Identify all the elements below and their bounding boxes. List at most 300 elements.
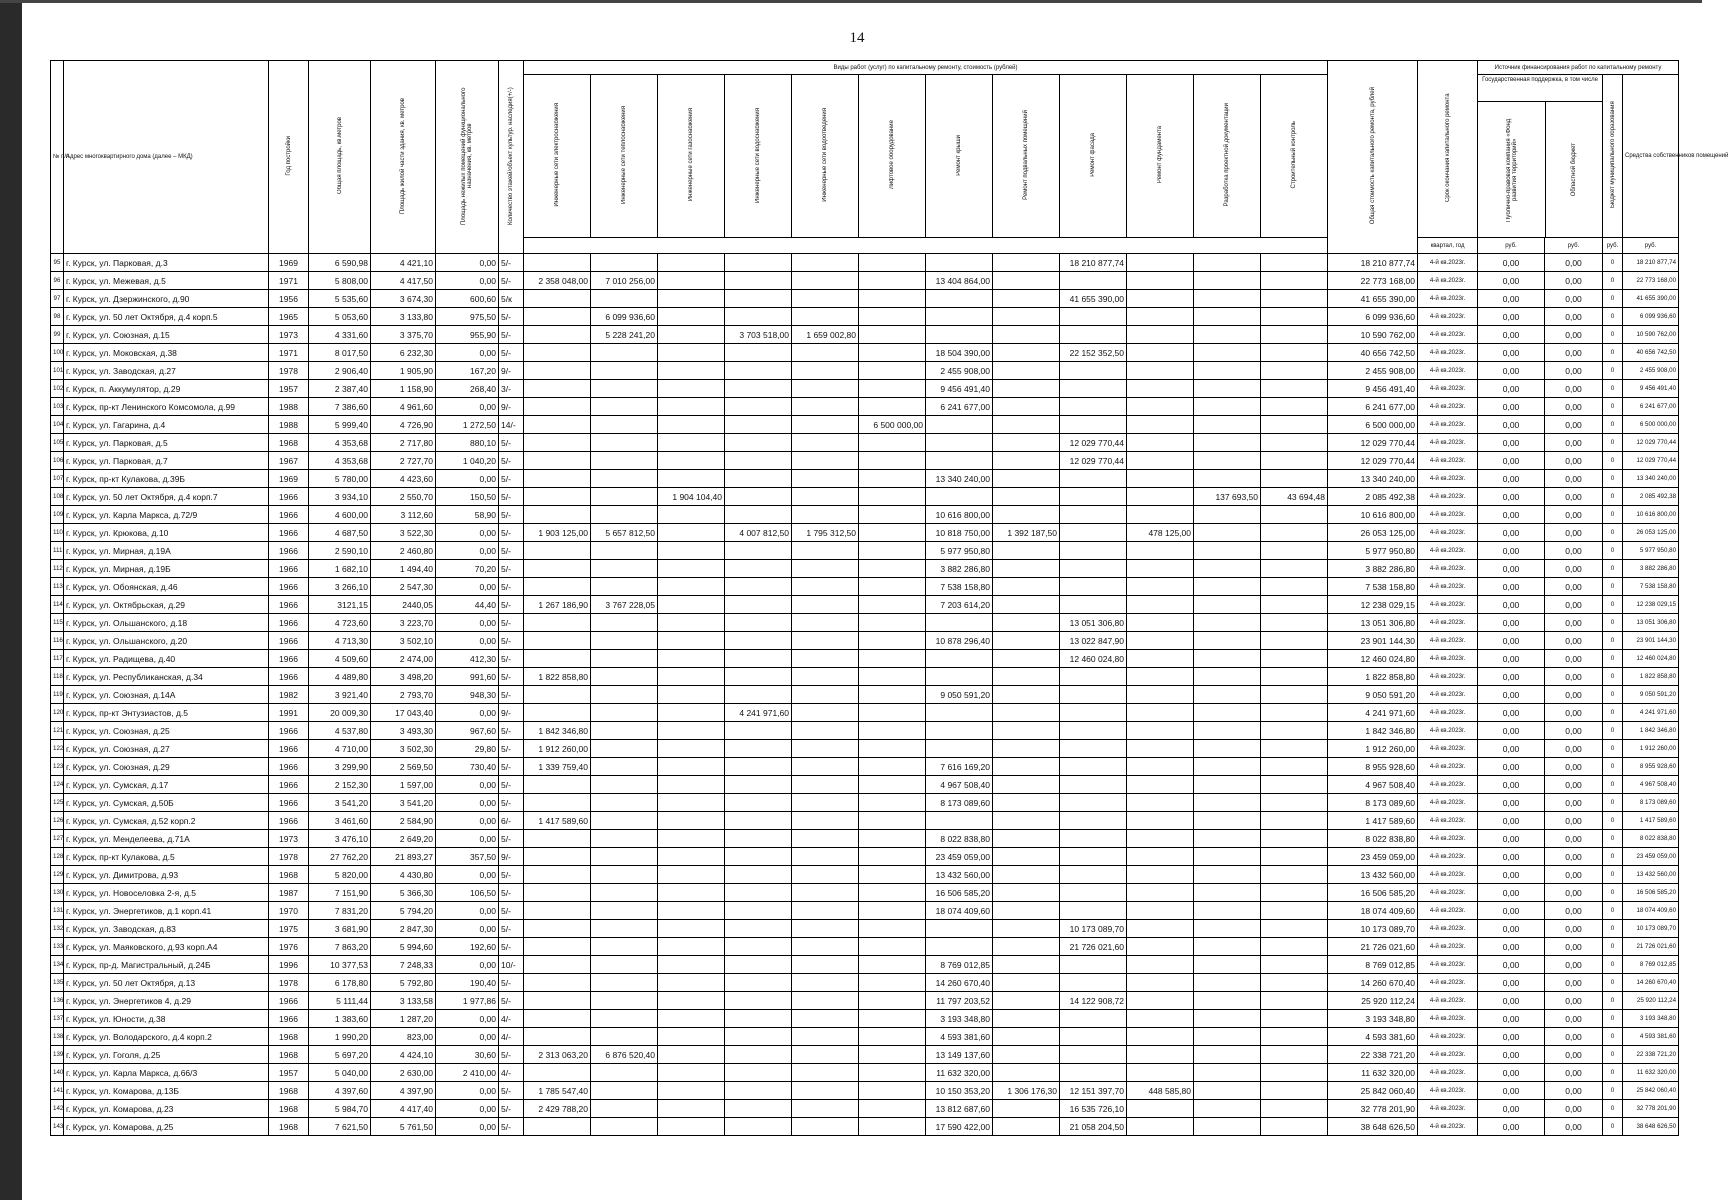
work-cost-cell xyxy=(591,668,658,686)
work-cost-cell xyxy=(591,920,658,938)
work-cost-cell xyxy=(524,830,591,848)
work-cost-cell: 13 432 560,00 xyxy=(926,866,993,884)
floors-cell: 5/- xyxy=(499,308,524,326)
deadline-cell: 4-й кв.2023г. xyxy=(1418,326,1478,344)
row-number: 117 xyxy=(51,650,64,668)
total-cost-cell: 13 432 560,00 xyxy=(1328,866,1418,884)
work-cost-cell xyxy=(658,344,725,362)
work-cost-cell xyxy=(591,1118,658,1136)
total-area-cell: 7 831,20 xyxy=(309,902,371,920)
fund-cell: 0,00 xyxy=(1478,722,1545,740)
municipal-cell: 0 xyxy=(1603,452,1623,470)
deadline-cell: 4-й кв.2023г. xyxy=(1418,992,1478,1010)
year-cell: 1978 xyxy=(269,974,309,992)
work-cost-cell xyxy=(859,992,926,1010)
total-area-cell: 4 713,30 xyxy=(309,632,371,650)
header-works-spacer xyxy=(524,238,1328,254)
total-area-cell: 1 383,60 xyxy=(309,1010,371,1028)
owners-cell: 8 955 928,60 xyxy=(1623,758,1679,776)
header-state-support-block xyxy=(1478,75,1603,238)
work-cost-cell xyxy=(1127,1028,1194,1046)
total-area-cell: 1 682,10 xyxy=(309,560,371,578)
regional-cell: 0,00 xyxy=(1545,830,1603,848)
year-cell: 1957 xyxy=(269,1064,309,1082)
work-cost-cell xyxy=(993,542,1060,560)
living-area-cell: 4 423,60 xyxy=(371,470,436,488)
fund-cell: 0,00 xyxy=(1478,380,1545,398)
work-cost-cell xyxy=(725,506,792,524)
work-cost-cell xyxy=(524,794,591,812)
nonliving-area-cell: 190,40 xyxy=(436,974,499,992)
work-cost-cell xyxy=(859,632,926,650)
header-work-design: Разработка проектной документации xyxy=(1194,75,1261,238)
nonliving-area-cell: 0,00 xyxy=(436,776,499,794)
nonliving-area-cell: 1 272,50 xyxy=(436,416,499,434)
living-area-cell: 2440,05 xyxy=(371,596,436,614)
work-cost-cell xyxy=(1194,902,1261,920)
work-cost-cell xyxy=(725,1100,792,1118)
table-row xyxy=(51,974,1679,992)
work-cost-cell xyxy=(1127,740,1194,758)
work-cost-cell xyxy=(1127,596,1194,614)
table-row xyxy=(51,704,1679,722)
regional-cell: 0,00 xyxy=(1545,254,1603,272)
work-cost-cell xyxy=(993,344,1060,362)
table-row xyxy=(51,380,1679,398)
work-cost-cell: 13 812 687,60 xyxy=(926,1100,993,1118)
work-cost-cell xyxy=(1060,578,1127,596)
work-cost-cell xyxy=(792,920,859,938)
total-area-cell: 3 541,20 xyxy=(309,794,371,812)
work-cost-cell xyxy=(1127,1046,1194,1064)
work-cost-cell xyxy=(859,740,926,758)
work-cost-cell xyxy=(1194,1082,1261,1100)
fund-cell: 0,00 xyxy=(1478,884,1545,902)
total-cost-cell: 12 029 770,44 xyxy=(1328,452,1418,470)
work-cost-cell xyxy=(859,326,926,344)
total-area-cell: 2 387,40 xyxy=(309,380,371,398)
total-cost-cell: 9 456 491,40 xyxy=(1328,380,1418,398)
year-cell: 1966 xyxy=(269,524,309,542)
regional-cell: 0,00 xyxy=(1545,524,1603,542)
row-number: 124 xyxy=(51,776,64,794)
work-cost-cell xyxy=(1261,902,1328,920)
row-number: 139 xyxy=(51,1046,64,1064)
total-cost-cell: 2 085 492,38 xyxy=(1328,488,1418,506)
work-cost-cell xyxy=(658,1064,725,1082)
deadline-cell: 4-й кв.2023г. xyxy=(1418,650,1478,668)
work-cost-cell xyxy=(993,308,1060,326)
work-cost-cell xyxy=(1060,326,1127,344)
header-owners: Средства собственников помещений xyxy=(1623,75,1679,238)
work-cost-cell: 11 797 203,52 xyxy=(926,992,993,1010)
regional-cell: 0,00 xyxy=(1545,740,1603,758)
work-cost-cell xyxy=(792,380,859,398)
municipal-cell: 0 xyxy=(1603,686,1623,704)
row-number: 98 xyxy=(51,308,64,326)
work-cost-cell xyxy=(725,884,792,902)
fund-cell: 0,00 xyxy=(1478,1118,1545,1136)
work-cost-cell xyxy=(926,488,993,506)
total-area-cell: 4 509,60 xyxy=(309,650,371,668)
work-cost-cell xyxy=(524,380,591,398)
work-cost-cell xyxy=(926,326,993,344)
total-cost-cell: 8 173 089,60 xyxy=(1328,794,1418,812)
row-number: 108 xyxy=(51,488,64,506)
regional-cell: 0,00 xyxy=(1545,920,1603,938)
work-cost-cell xyxy=(524,1028,591,1046)
work-cost-cell xyxy=(658,1028,725,1046)
work-cost-cell: 7 538 158,80 xyxy=(926,578,993,596)
floors-cell: 5/- xyxy=(499,596,524,614)
header-nonliving-area: Площадь нежилых помещений функционального назначения, кв. метров xyxy=(436,61,499,254)
work-cost-cell xyxy=(658,1100,725,1118)
year-cell: 1966 xyxy=(269,578,309,596)
floors-cell: 5/- xyxy=(499,866,524,884)
row-number: 121 xyxy=(51,722,64,740)
work-cost-cell xyxy=(658,866,725,884)
work-cost-cell xyxy=(1127,794,1194,812)
fund-cell: 0,00 xyxy=(1478,272,1545,290)
work-cost-cell xyxy=(1127,344,1194,362)
floors-cell: 5/- xyxy=(499,920,524,938)
row-number: 113 xyxy=(51,578,64,596)
living-area-cell: 17 043,40 xyxy=(371,704,436,722)
deadline-cell: 4-й кв.2023г. xyxy=(1418,596,1478,614)
row-number: 109 xyxy=(51,506,64,524)
address-cell: г. Курск, ул. Союзная, д.27 xyxy=(64,740,269,758)
regional-cell: 0,00 xyxy=(1545,794,1603,812)
regional-cell: 0,00 xyxy=(1545,614,1603,632)
nonliving-area-cell: 268,40 xyxy=(436,380,499,398)
total-cost-cell: 16 506 585,20 xyxy=(1328,884,1418,902)
regional-cell: 0,00 xyxy=(1545,758,1603,776)
work-cost-cell xyxy=(591,848,658,866)
row-number: 133 xyxy=(51,938,64,956)
work-cost-cell xyxy=(591,812,658,830)
floors-cell: 5/- xyxy=(499,632,524,650)
work-cost-cell xyxy=(658,722,725,740)
work-cost-cell xyxy=(993,650,1060,668)
work-cost-cell xyxy=(725,614,792,632)
table-row xyxy=(51,614,1679,632)
owners-cell: 12 029 770,44 xyxy=(1623,434,1679,452)
deadline-cell: 4-й кв.2023г. xyxy=(1418,956,1478,974)
address-cell: г. Курск, ул. Юности, д.38 xyxy=(64,1010,269,1028)
work-cost-cell xyxy=(591,560,658,578)
work-cost-cell xyxy=(792,740,859,758)
floors-cell: 4/- xyxy=(499,1010,524,1028)
work-cost-cell xyxy=(993,686,1060,704)
total-area-cell: 4 397,60 xyxy=(309,1082,371,1100)
deadline-cell: 4-й кв.2023г. xyxy=(1418,938,1478,956)
regional-cell: 0,00 xyxy=(1545,416,1603,434)
fund-cell: 0,00 xyxy=(1478,398,1545,416)
total-cost-cell: 25 842 060,40 xyxy=(1328,1082,1418,1100)
municipal-cell: 0 xyxy=(1603,902,1623,920)
work-cost-cell xyxy=(1194,830,1261,848)
owners-cell: 8 173 089,60 xyxy=(1623,794,1679,812)
work-cost-cell xyxy=(725,578,792,596)
total-cost-cell: 4 967 508,40 xyxy=(1328,776,1418,794)
regional-cell: 0,00 xyxy=(1545,632,1603,650)
deadline-cell: 4-й кв.2023г. xyxy=(1418,668,1478,686)
row-number: 96 xyxy=(51,272,64,290)
deadline-cell: 4-й кв.2023г. xyxy=(1418,740,1478,758)
row-number: 141 xyxy=(51,1082,64,1100)
deadline-cell: 4-й кв.2023г. xyxy=(1418,974,1478,992)
row-number: 114 xyxy=(51,596,64,614)
work-cost-cell xyxy=(926,704,993,722)
table-row xyxy=(51,254,1679,272)
work-cost-cell xyxy=(1127,506,1194,524)
work-cost-cell xyxy=(1194,704,1261,722)
fund-cell: 0,00 xyxy=(1478,1064,1545,1082)
fund-cell: 0,00 xyxy=(1478,506,1545,524)
owners-cell: 8 022 838,80 xyxy=(1623,830,1679,848)
owners-cell: 13 340 240,00 xyxy=(1623,470,1679,488)
regional-cell: 0,00 xyxy=(1545,686,1603,704)
work-cost-cell xyxy=(1127,326,1194,344)
work-cost-cell xyxy=(524,974,591,992)
work-cost-cell: 1 904 104,40 xyxy=(658,488,725,506)
living-area-cell: 21 893,27 xyxy=(371,848,436,866)
work-cost-cell: 13 404 864,00 xyxy=(926,272,993,290)
total-cost-cell: 38 648 626,50 xyxy=(1328,1118,1418,1136)
work-cost-cell xyxy=(658,416,725,434)
work-cost-cell xyxy=(792,794,859,812)
work-cost-cell: 1 795 312,50 xyxy=(792,524,859,542)
fund-cell: 0,00 xyxy=(1478,524,1545,542)
work-cost-cell: 4 007 812,50 xyxy=(725,524,792,542)
work-cost-cell xyxy=(591,632,658,650)
nonliving-area-cell: 30,60 xyxy=(436,1046,499,1064)
municipal-cell: 0 xyxy=(1603,1100,1623,1118)
address-cell: г. Курск, ул. Сумская, д.17 xyxy=(64,776,269,794)
table-row xyxy=(51,452,1679,470)
work-cost-cell xyxy=(1194,596,1261,614)
table-row xyxy=(51,866,1679,884)
work-cost-cell xyxy=(1261,704,1328,722)
owners-cell: 3 882 286,80 xyxy=(1623,560,1679,578)
regional-cell: 0,00 xyxy=(1545,1064,1603,1082)
work-cost-cell xyxy=(1127,632,1194,650)
work-cost-cell xyxy=(993,596,1060,614)
year-cell: 1966 xyxy=(269,632,309,650)
work-cost-cell xyxy=(591,794,658,812)
work-cost-cell xyxy=(1127,290,1194,308)
work-cost-cell xyxy=(993,614,1060,632)
work-cost-cell xyxy=(1127,830,1194,848)
work-cost-cell xyxy=(859,272,926,290)
work-cost-cell xyxy=(658,920,725,938)
living-area-cell: 2 630,00 xyxy=(371,1064,436,1082)
work-cost-cell: 1 842 346,80 xyxy=(524,722,591,740)
work-cost-cell xyxy=(1194,740,1261,758)
deadline-cell: 4-й кв.2023г. xyxy=(1418,1028,1478,1046)
deadline-cell: 4-й кв.2023г. xyxy=(1418,272,1478,290)
owners-cell: 32 778 201,90 xyxy=(1623,1100,1679,1118)
fund-cell: 0,00 xyxy=(1478,542,1545,560)
work-cost-cell xyxy=(792,776,859,794)
work-cost-cell xyxy=(524,992,591,1010)
municipal-cell: 0 xyxy=(1603,740,1623,758)
nonliving-area-cell: 0,00 xyxy=(436,866,499,884)
work-cost-cell xyxy=(524,920,591,938)
work-cost-cell xyxy=(725,650,792,668)
work-cost-cell xyxy=(792,938,859,956)
header-municipal: Бюджет муниципального образования xyxy=(1603,75,1623,238)
work-cost-cell xyxy=(1261,722,1328,740)
nonliving-area-cell: 0,00 xyxy=(436,1118,499,1136)
work-cost-cell xyxy=(1127,1118,1194,1136)
table-row xyxy=(51,1064,1679,1082)
regional-cell: 0,00 xyxy=(1545,326,1603,344)
municipal-cell: 0 xyxy=(1603,542,1623,560)
work-cost-cell xyxy=(859,506,926,524)
deadline-cell: 4-й кв.2023г. xyxy=(1418,686,1478,704)
fund-cell: 0,00 xyxy=(1478,488,1545,506)
work-cost-cell xyxy=(658,380,725,398)
work-cost-cell xyxy=(859,812,926,830)
work-cost-cell xyxy=(1060,542,1127,560)
year-cell: 1991 xyxy=(269,704,309,722)
floors-cell: 5/- xyxy=(499,776,524,794)
work-cost-cell xyxy=(1261,398,1328,416)
work-cost-cell xyxy=(926,290,993,308)
work-cost-cell xyxy=(725,974,792,992)
nonliving-area-cell: 0,00 xyxy=(436,254,499,272)
living-area-cell: 1 905,90 xyxy=(371,362,436,380)
living-area-cell: 5 792,80 xyxy=(371,974,436,992)
total-cost-cell: 13 340 240,00 xyxy=(1328,470,1418,488)
municipal-cell: 0 xyxy=(1603,866,1623,884)
table-row xyxy=(51,668,1679,686)
work-cost-cell xyxy=(1060,812,1127,830)
deadline-cell: 4-й кв.2023г. xyxy=(1418,902,1478,920)
work-cost-cell: 12 460 024,80 xyxy=(1060,650,1127,668)
work-cost-cell xyxy=(1194,326,1261,344)
fund-cell: 0,00 xyxy=(1478,758,1545,776)
total-area-cell: 6 178,80 xyxy=(309,974,371,992)
work-cost-cell xyxy=(859,704,926,722)
table-row xyxy=(51,1010,1679,1028)
nonliving-area-cell: 70,20 xyxy=(436,560,499,578)
fund-cell: 0,00 xyxy=(1478,308,1545,326)
living-area-cell: 3 223,70 xyxy=(371,614,436,632)
work-cost-cell xyxy=(1127,380,1194,398)
work-cost-cell xyxy=(859,974,926,992)
work-cost-cell xyxy=(926,920,993,938)
regional-cell: 0,00 xyxy=(1545,902,1603,920)
work-cost-cell xyxy=(859,290,926,308)
owners-cell: 12 238 029,15 xyxy=(1623,596,1679,614)
work-cost-cell xyxy=(725,794,792,812)
living-area-cell: 5 761,50 xyxy=(371,1118,436,1136)
municipal-cell: 0 xyxy=(1603,722,1623,740)
work-cost-cell xyxy=(658,848,725,866)
work-cost-cell: 478 125,00 xyxy=(1127,524,1194,542)
work-cost-cell xyxy=(658,614,725,632)
table-row xyxy=(51,902,1679,920)
living-area-cell: 2 550,70 xyxy=(371,488,436,506)
nonliving-area-cell: 0,00 xyxy=(436,902,499,920)
work-cost-cell xyxy=(792,632,859,650)
work-cost-cell xyxy=(1194,956,1261,974)
total-cost-cell: 4 593 381,60 xyxy=(1328,1028,1418,1046)
work-cost-cell xyxy=(1261,560,1328,578)
floors-cell: 5/- xyxy=(499,974,524,992)
deadline-cell: 4-й кв.2023г. xyxy=(1418,290,1478,308)
fund-cell: 0,00 xyxy=(1478,866,1545,884)
living-area-cell: 4 961,60 xyxy=(371,398,436,416)
work-cost-cell xyxy=(1261,434,1328,452)
regional-cell: 0,00 xyxy=(1545,668,1603,686)
fund-cell: 0,00 xyxy=(1478,902,1545,920)
address-cell: г. Курск, ул. Комарова, д.23 xyxy=(64,1100,269,1118)
work-cost-cell xyxy=(658,272,725,290)
address-cell: г. Курск, ул. Энергетиков, д.1 корп.41 xyxy=(64,902,269,920)
row-number: 101 xyxy=(51,362,64,380)
total-area-cell: 3 681,90 xyxy=(309,920,371,938)
work-cost-cell: 13 149 137,60 xyxy=(926,1046,993,1064)
municipal-cell: 0 xyxy=(1603,812,1623,830)
work-cost-cell xyxy=(725,416,792,434)
owners-cell: 14 260 670,40 xyxy=(1623,974,1679,992)
work-cost-cell xyxy=(1194,1064,1261,1082)
work-cost-cell xyxy=(1127,884,1194,902)
unit-owners: руб. xyxy=(1623,238,1679,254)
floors-cell: 5/- xyxy=(499,758,524,776)
work-cost-cell xyxy=(524,1118,591,1136)
deadline-cell: 4-й кв.2023г. xyxy=(1418,452,1478,470)
work-cost-cell: 4 967 508,40 xyxy=(926,776,993,794)
fund-cell: 0,00 xyxy=(1478,794,1545,812)
deadline-cell: 4-й кв.2023г. xyxy=(1418,524,1478,542)
municipal-cell: 0 xyxy=(1603,434,1623,452)
living-area-cell: 3 498,20 xyxy=(371,668,436,686)
floors-cell: 5/- xyxy=(499,578,524,596)
floors-cell: 5/- xyxy=(499,506,524,524)
year-cell: 1966 xyxy=(269,740,309,758)
work-cost-cell xyxy=(1127,920,1194,938)
work-cost-cell: 1 912 260,00 xyxy=(524,740,591,758)
year-cell: 1971 xyxy=(269,272,309,290)
year-cell: 1966 xyxy=(269,1010,309,1028)
nonliving-area-cell: 0,00 xyxy=(436,614,499,632)
work-cost-cell xyxy=(658,254,725,272)
municipal-cell: 0 xyxy=(1603,650,1623,668)
work-cost-cell xyxy=(1194,632,1261,650)
address-cell: г. Курск, ул. 50 лет Октября, д.4 корп.7 xyxy=(64,488,269,506)
address-cell: г. Курск, ул. Гоголя, д.25 xyxy=(64,1046,269,1064)
total-area-cell: 4 723,60 xyxy=(309,614,371,632)
owners-cell: 1 912 260,00 xyxy=(1623,740,1679,758)
owners-cell: 10 616 800,00 xyxy=(1623,506,1679,524)
work-cost-cell xyxy=(993,974,1060,992)
header-work-electric: Инженерные сети электроснабжения xyxy=(524,75,591,238)
work-cost-cell xyxy=(658,650,725,668)
municipal-cell: 0 xyxy=(1603,488,1623,506)
work-cost-cell: 8 022 838,80 xyxy=(926,830,993,848)
work-cost-cell xyxy=(1060,830,1127,848)
work-cost-cell xyxy=(1194,848,1261,866)
municipal-cell: 0 xyxy=(1603,1082,1623,1100)
floors-cell: 5/- xyxy=(499,740,524,758)
work-cost-cell xyxy=(725,290,792,308)
work-cost-cell xyxy=(859,920,926,938)
total-area-cell: 3 921,40 xyxy=(309,686,371,704)
